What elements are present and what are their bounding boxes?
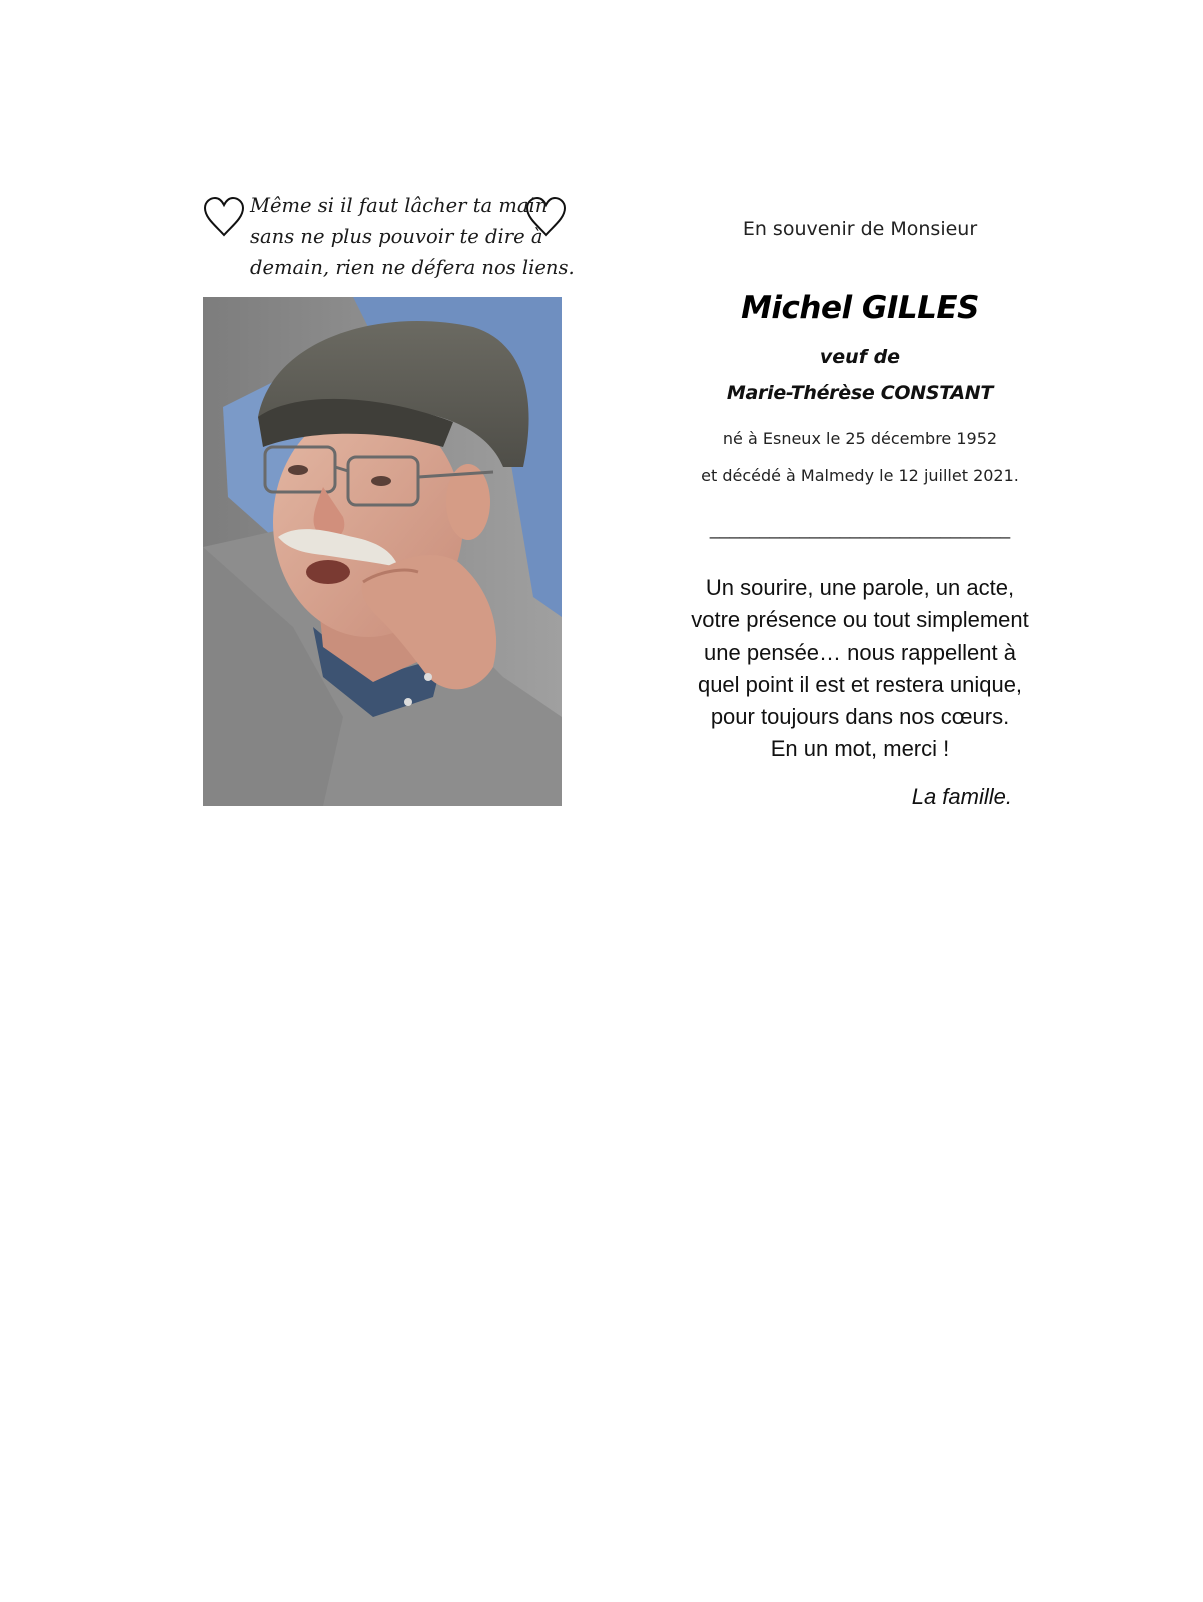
portrait-photo (203, 297, 562, 806)
spouse-name: Marie-Thérèse CONSTANT (726, 382, 994, 404)
deceased-name: Michel GILLES (741, 290, 979, 326)
memorial-quote (250, 190, 575, 283)
widower-of-label: veuf de (819, 346, 901, 368)
message-line: une pensée… nous rappellent à (704, 639, 1016, 665)
message-line: En un mot, merci ! (770, 736, 950, 762)
message-line: votre présence ou tout simplement (691, 607, 1029, 633)
separator-line: ______________________________ (709, 519, 1011, 539)
message-line: pour toujours dans nos cœurs. (710, 704, 1010, 730)
quote-line: demain, rien ne défera nos liens. (250, 256, 575, 279)
thank-you-message (640, 572, 1080, 766)
family-signature: La famille. (911, 784, 1012, 809)
quote-line: sans ne plus pouvoir te dire à (250, 225, 543, 248)
quote-line: Même si il faut lâcher ta main (250, 194, 548, 217)
message-line: quel point il est et restera unique, (697, 671, 1023, 697)
message-line: Un sourire, une parole, un acte, (705, 575, 1015, 600)
in-memory-heading: En souvenir de Monsieur (742, 218, 978, 240)
birth-info: né à Esneux le 25 décembre 1952 (722, 429, 998, 448)
heart-outline-icon (202, 195, 246, 239)
portrait-illustration (203, 297, 562, 806)
death-info: et décédé à Malmedy le 12 juillet 2021. (701, 466, 1019, 485)
